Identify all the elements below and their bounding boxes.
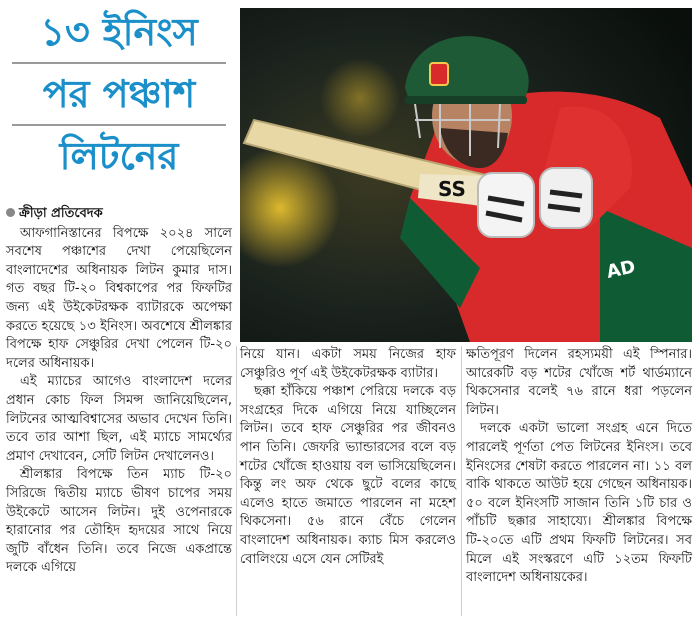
headline bbox=[6, 6, 232, 182]
column-divider bbox=[461, 346, 462, 616]
paragraph: ক্ষতিপূরণ দিলেন রহস্যময়ী এই স্পিনার। আরেকটি বড় শটের খোঁজে শর্ট থার্ডম্যানে থিকসেনার বলেই ৭৬ রানে ধরা পড়লেন লিটন। bbox=[466, 347, 692, 418]
paragraph: নিয়ে যান। একটা সময় নিজের হাফ সেঞ্চুরিও পূর্ণ এই উইকেটরক্ষক ব্যাটার। bbox=[240, 347, 456, 381]
shirt-text: AD bbox=[604, 256, 638, 283]
article-column-3 bbox=[466, 346, 692, 588]
byline-text: ক্রীড়া প্রতিবেদক bbox=[19, 206, 103, 221]
headline-line-1: ১৩ ইনিংস bbox=[40, 10, 198, 54]
headline-rule bbox=[12, 124, 226, 126]
paragraph: এই ম্যাচের আগেও বাংলাদেশ দলের প্রধান কোচ ফিল সিমন্স জানিয়েছিলেন, লিটনের আত্মবিশ্বাসের অভাব দেখেন তিনি। তবে তার আশা ছিল, এই ম্যাচে সামর্থ্যের প্রমাণ দেখাবেন, সেটি লিটন দেখালেনও। bbox=[6, 374, 232, 464]
headline-rule bbox=[12, 62, 226, 64]
photo-illustration bbox=[240, 8, 692, 342]
article-column-2 bbox=[240, 346, 456, 569]
article-column-1 bbox=[6, 205, 232, 578]
bat-label: SS bbox=[438, 177, 466, 201]
headline-line-2: পর পঞ্চাশ bbox=[42, 72, 196, 116]
byline bbox=[6, 205, 232, 224]
paragraph: ছক্কা হাঁকিয়ে পঞ্চাশ পেরিয়ে দলকে বড় সংগ্রহের দিকে এগিয়ে নিয়ে যাচ্ছিলেন লিটন। তবে হাফ সেঞ্চুরির পর জীবনও পান তিনি। জেফরি ভ্যান্ডারসের বলে বড় শটের খোঁজে হাওয়ায় বল ভাসিয়েছিলেন। কিন্তু লং অফ থেকে ছুটে বলের কাছে এলেও হাতে জমাতে পারলেন না মহেশ থিকসেনা। ৫৬ রানে বেঁচে গেলেন বাংলাদেশ অধিনায়ক। ক্যাচ মিস করলেও বোলিংয়ে এসে যেন সেটিরই bbox=[240, 384, 456, 567]
paragraph: দলকে একটা ভালো সংগ্রহ এনে দিতে পারলেই পূর্ণতা পেত লিটনের ইনিংস। তবে ইনিংসের শেষটা করতে পারলেন না। ১১ বল বাকি থাকতে আউট হয়ে গেছেন অধিনায়ক। ৫০ বলে ইনিংসটি সাজান তিনি ১টি চার ও পাঁচটি ছক্কার সাহায্যে। শ্রীলঙ্কার বিপক্ষে টি-২০তে এটি প্রথম ফিফটি লিটনের। সব মিলে এই সংস্করণে এটি ১২তম ফিফটি বাংলাদেশ অধিনায়কের। bbox=[466, 421, 692, 586]
paragraph: শ্রীলঙ্কার বিপক্ষে তিন ম্যাচ টি-২০ সিরিজে দ্বিতীয় ম্যাচে ভীষণ চাপের সময় উইকেটে আসেন লিটন। দুই ওপেনারকে হারানোর পর তৌহিদ হৃদয়ের সাথে নিয়ে জুটি বাঁধেন তিনি। তবে নিজে একপ্রান্তে দলকে এগিয়ে bbox=[6, 467, 232, 576]
cricket-batsman-photo bbox=[240, 8, 692, 342]
bullet-icon bbox=[6, 208, 15, 217]
headline-line-3: লিটনের bbox=[59, 134, 179, 178]
paragraph: আফগানিস্তানের বিপক্ষে ২০২৪ সালে সবশেষ পঞ্চাশের দেখা পেয়েছিলেন বাংলাদেশের অধিনায়ক লিটন কুমার দাস। গত বছর টি-২০ বিশ্বকাপের পর ফিফটির জন্য এই উইকেটরক্ষক ব্যাটারকে অপেক্ষা করতে হয়েছে ১৩ ইনিংস। অবশেষে শ্রীলঙ্কার বিপক্ষে হাফ সেঞ্চুরির দেখা পেলেন টি-২০ দলের অধিনায়ক। bbox=[6, 225, 232, 371]
column-divider bbox=[236, 346, 237, 616]
